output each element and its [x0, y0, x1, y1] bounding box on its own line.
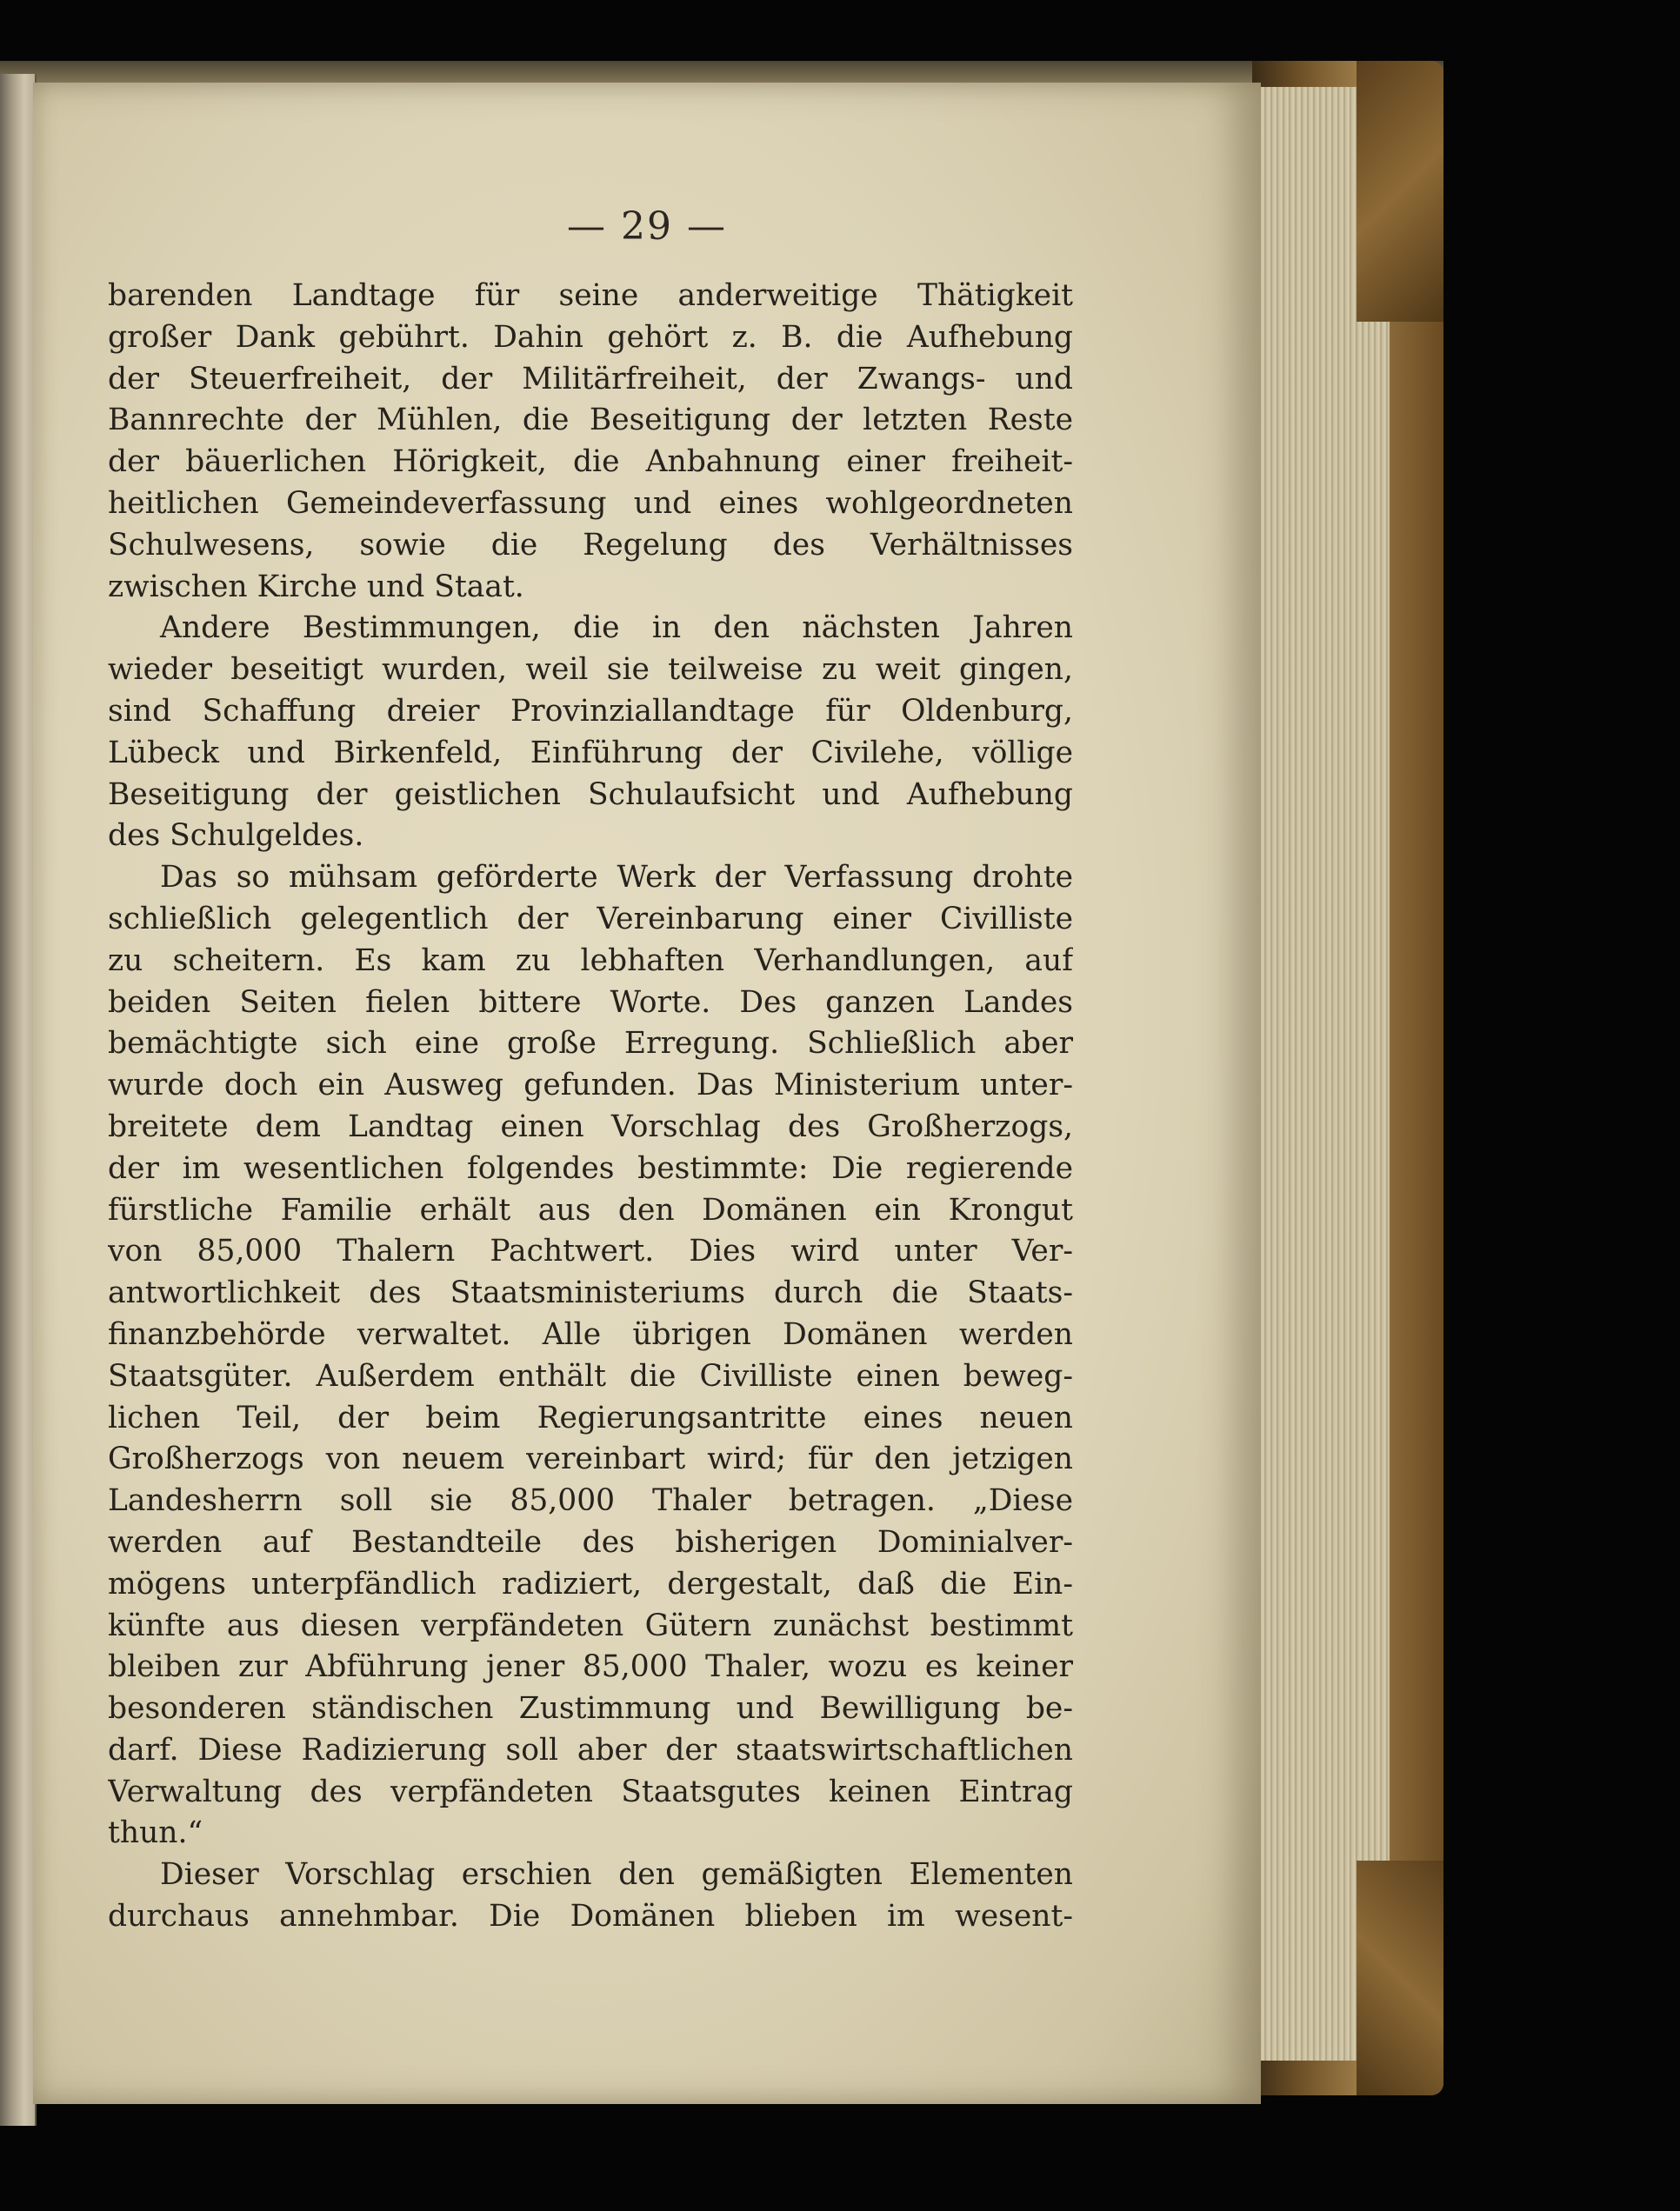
text-line: Dieser Vorschlag erschien den gemäßigten Elementen — [160, 1857, 1073, 1893]
text-line: bemächtigte sich eine große Erregung. Schließlich aber — [108, 1026, 1073, 1062]
text-line: thun.“ — [108, 1815, 203, 1851]
page-number: — 29 — — [567, 204, 727, 249]
text-line: barenden Landtage für seine anderweitige Thätigkeit — [108, 278, 1073, 313]
text-line: von 85,000 Thalern Pachtwert. Dies wird unter Ver- — [108, 1234, 1073, 1269]
text-line: des Schulgeldes. — [108, 818, 364, 854]
left-page-edge — [0, 74, 37, 2126]
text-line: darf. Diese Radizierung soll aber der staatswirtschaftlichen — [108, 1732, 1073, 1768]
text-line: finanzbehörde verwaltet. Alle übrigen Domänen werden — [108, 1316, 1073, 1352]
text-line: heitlichen Gemeindeverfassung und eines wohlgeordneten — [108, 485, 1073, 521]
text-line: wurde doch ein Ausweg gefunden. Das Ministerium unter- — [108, 1068, 1073, 1103]
text-line: werden auf Bestandteile des bisherigen Dominialver- — [108, 1524, 1073, 1560]
text-line: Verwaltung des verpfändeten Staatsgutes keinen Eintrag — [108, 1774, 1073, 1809]
text-line: großer Dank gebührt. Dahin gehört z. B. die Aufhebung — [108, 319, 1073, 355]
book-page — [33, 83, 1261, 2104]
text-line: schließlich gelegentlich der Vereinbarung einer Civilliste — [108, 901, 1073, 936]
text-line: künfte aus diesen verpfändeten Gütern zunächst bestimmt — [108, 1608, 1073, 1643]
text-line: besonderen ständischen Zustimmung und Bewilligung be- — [108, 1691, 1073, 1727]
text-line: Großherzogs von neuem vereinbart wird; für den jetzigen — [108, 1442, 1073, 1477]
text-line: lichen Teil, der beim Regierungsantritte eines neuen — [108, 1400, 1073, 1435]
text-line: Das so mühsam geförderte Werk der Verfassung drohte — [160, 860, 1073, 896]
text-line: Andere Bestimmungen, die in den nächsten Jahren — [160, 610, 1073, 646]
text-line: breitete dem Landtag einen Vorschlag des Großherzogs, — [108, 1109, 1073, 1144]
text-line: der Steuerfreiheit, der Militärfreiheit, der Zwangs- und — [108, 361, 1073, 396]
text-line: sind Schaffung dreier Provinziallandtage für Oldenburg, — [108, 693, 1073, 729]
text-line: antwortlichkeit des Staatsministeriums durch die Staats- — [108, 1275, 1073, 1311]
page-body-text — [108, 276, 1073, 1938]
text-line: zu scheitern. Es kam zu lebhaften Verhandlungen, auf — [108, 942, 1073, 978]
text-line: Beseitigung der geistlichen Schulaufsicht und Aufhebung — [108, 776, 1073, 812]
text-line: Schulwesens, sowie die Regelung des Verhältnisses — [108, 527, 1073, 563]
text-line: Landesherrn soll sie 85,000 Thaler betragen. „Diese — [108, 1483, 1073, 1519]
cover-corner-top — [1357, 61, 1443, 322]
text-line: Staatsgüter. Außerdem enthält die Civilliste einen beweg- — [108, 1358, 1073, 1394]
text-line: mögens unterpfändlich radiziert, dergestalt, daß die Ein- — [108, 1566, 1073, 1602]
text-line: bleiben zur Abführung jener 85,000 Thaler, wozu es keiner — [108, 1649, 1073, 1685]
text-line: der bäuerlichen Hörigkeit, die Anbahnung einer freiheit- — [108, 444, 1073, 480]
text-line: der im wesentlichen folgendes bestimmte: Die regierende — [108, 1150, 1073, 1186]
text-line: beiden Seiten fielen bittere Worte. Des ganzen Landes — [108, 984, 1073, 1020]
cover-corner-bottom — [1357, 1861, 1443, 2095]
text-line: Lübeck und Birkenfeld, Einführung der Civilehe, völlige — [108, 735, 1073, 770]
text-line: zwischen Kirche und Staat. — [108, 569, 524, 604]
page-fore-edge — [1252, 87, 1390, 2061]
text-line: fürstliche Familie erhält aus den Domänen ein Krongut — [108, 1192, 1073, 1228]
text-line: wieder beseitigt wurden, weil sie teilweise zu weit gingen, — [108, 652, 1073, 688]
text-line: Bannrechte der Mühlen, die Beseitigung der letzten Reste — [108, 403, 1073, 438]
text-line: durchaus annehmbar. Die Domänen blieben im wesent- — [108, 1899, 1073, 1935]
